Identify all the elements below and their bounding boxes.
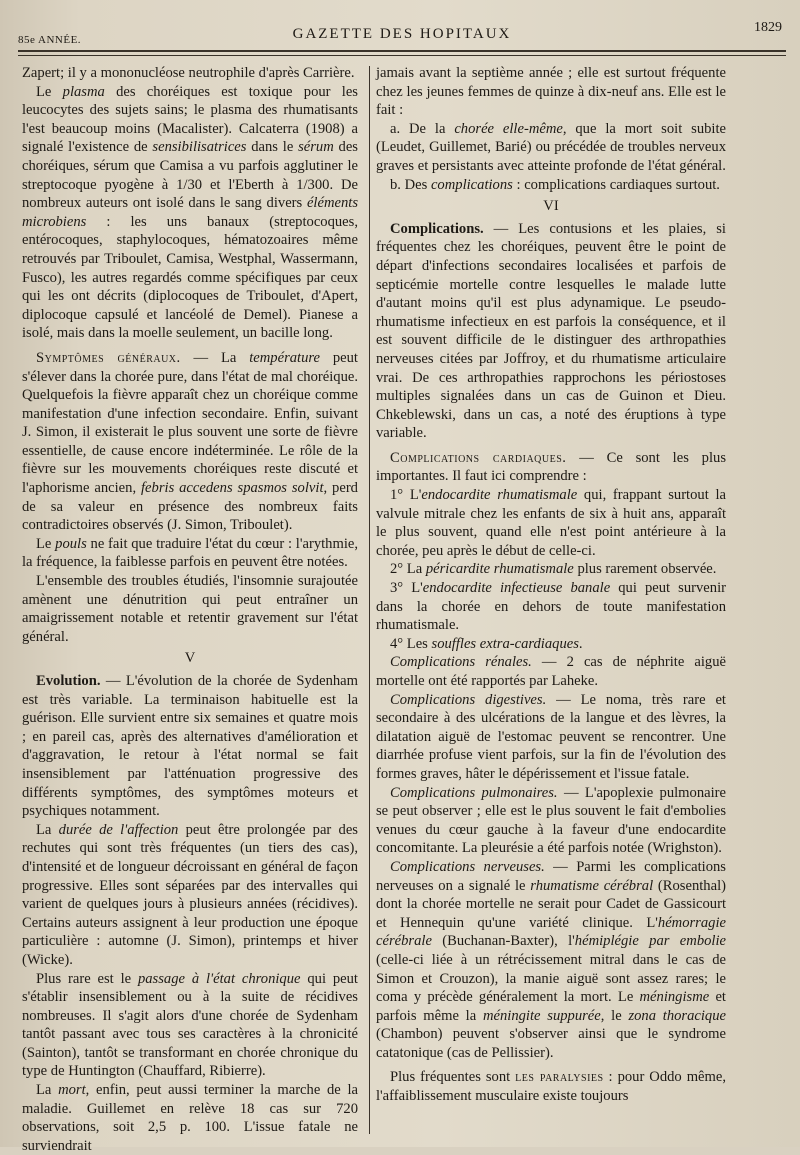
paragraph-chronique: Plus rare est le passage à l'état chronique qui peut s'établir insensiblement ou à la suite de récidives nombreuses. Il s'agit alors d'une chorée de Sydenham tantôt passant avec tous ses caractères à la chronicité (Sainton), tantôt se transformant en chorée chronique du type de Huntington (Chauffard, Ribierre). bbox=[22, 970, 358, 1080]
paragraph-duree: La durée de l'affection peut être prolongée par des rechutes qui sont très fréquentes (un tiers des cas), d'intensité et de longueur décroissant en général de façon progressive. Elles sont séparées par des intervalles qui varient de quelques jours à plusieurs années (récidives). Certains auteurs assignent à leur production une époque particulière : automne (J. Simon), printemps et hiver (Wicke). bbox=[22, 821, 358, 968]
header-rule-thick bbox=[18, 50, 786, 52]
left-column bbox=[22, 64, 358, 1154]
section-heading: Complications. bbox=[390, 220, 484, 237]
paragraph-plasma: Le plasma des choréiques est toxique pour les leucocytes des sujets sains; le plasma des rhumatisants l'est beaucoup moins (Macalister). Calcaterra (1908) a signalé l'existence de sensibilisatrices dans le sérum des choréiques, sérum que Camisa a vu parfois agglutiner le streptocoque pyogène à 1/30 et l'Eberth à 1/300. De nombreux auteurs ont isolé dans le sang divers éléments microbiens : les uns banaux (streptocoques, entérocoques, staphylocoques, hématozoaires même retrouvés par Triboulet, Camisa, Westphal, Wassermann, Fusco), les autres regardés comme spécifiques par ceux qui les ont décrits (diplocoques de Triboulet, d'Apert, diplocoque capsulé et lancéolé de Demel). Pianese a isolé, mais dans la moelle seulement, un bacille long. bbox=[22, 83, 358, 342]
page-header bbox=[18, 14, 786, 48]
header-rule-thin bbox=[18, 55, 786, 56]
list-item: 4° Les souffles extra-cardiaques. bbox=[390, 635, 583, 652]
section-heading: Evolution. bbox=[36, 673, 101, 689]
list-item: 2° La péricardite rhumatismale plus rarement observée. bbox=[390, 561, 717, 578]
paragraph-mort: La mort, enfin, peut aussi terminer la marche de la maladie. Guillemet en relève 18 cas sur 720 observations, soit 2,5 p. 100. L'issue fatale ne surviendrait bbox=[22, 1082, 358, 1154]
paragraph: L'ensemble des troubles étudiés, l'insomnie surajoutée amènent une dénutrition qui peut entraîner un amaigrissement notable et retentir gravement sur l'état général. bbox=[22, 573, 358, 645]
list-item: 3° L'endocardite infectieuse banale qui peut survenir dans la chorée en dehors de toute manifestation rhumatismale. bbox=[376, 580, 726, 634]
right-column bbox=[376, 64, 726, 1140]
paragraph-paralysies: Plus fréquentes sont les paralysies : pour Oddo même, l'affaiblissement musculaire existe toujours bbox=[376, 1069, 727, 1105]
paragraph-complications: Complications. — Les contusions et les plaies, si fréquentes chez les choréiques, peuvent être le point de départ d'infections secondaires localisées et parfois de septicémie mortelle contre lesquelles le malade lutte d'autant moins qu'il est plus adynamique. Le pseudo-rhumatisme infectieux en est parfois la conséquence, et il est souvent difficile de le distinguer des arthropathies nerveuses citées par Joffroy, et du rhumatisme articulaire vrai. De ces arthropathies rapprochons les périostoses multiples signalées dans un cas de Guinon et Dieu. Chkeblewski, dans un cas, a noté des éruptions à type variable. bbox=[376, 220, 726, 442]
paragraph-item-b: b. Des complications : complications cardiaques surtout. bbox=[390, 176, 720, 193]
publication-title: GAZETTE DES HOPITAUX bbox=[292, 26, 512, 42]
section-number: VI bbox=[543, 198, 559, 215]
paragraph-symptomes-generaux: Symptômes généraux. — La température peut s'élever dans la chorée pure, dans l'état de mal choréique. Quelquefois la fièvre apparaît chez un choréique comme manifestation d'une infection secondaire. Enfin, suivant J. Simon, il existerait le plus souvent une sorte de fièvre essentielle, de cause encore indéterminée. Le rôle de la fièvre sur les mouvements choréiques reste discuté et l'aphorisme ancien, febris accedens spasmos solvit, perd de sa valeur en présence des nombreux faits contradictoires observés (J. Simon, Triboulet). bbox=[22, 349, 358, 534]
page-number: 1829 bbox=[754, 20, 782, 35]
paragraph-digestives: Complications digestives. — Le noma, très rare et secondaire à des ulcérations de la langue et des lèvres, la dilatation aiguë de l'estomac peuvent se rencontrer. Une diarrhée profuse vient parfois, sur la fin de l'évolution des formes graves, hâter le dépérissement et l'issue fatale. bbox=[376, 691, 726, 782]
column-divider bbox=[369, 66, 370, 1134]
section-number: V bbox=[184, 650, 196, 667]
paragraph-pulmonaires: Complications pulmonaires. — L'apoplexie pulmonaire se peut observer ; elle est le plus souvent le fait d'embolies venues du cœur gauche à la faveur d'une endocardite concomitante. La pleurésie a été parfois notée (Wrighston). bbox=[376, 784, 726, 857]
issue-year: 85e ANNÉE. bbox=[18, 34, 82, 46]
paragraph-complications-cardiaques: Complications cardiaques. — Ce sont les plus importantes. Il faut ici comprendre : bbox=[376, 449, 726, 485]
paragraph: Zapert; il y a mononucléose neutrophile d'après Carrière. bbox=[22, 65, 355, 81]
paragraph: jamais avant la septième année ; elle est surtout fréquente chez les jeunes femmes de quinze à dix-neuf ans. Elle est le fait : bbox=[376, 65, 726, 119]
paragraph-pouls: Le pouls ne fait que traduire l'état du cœur : l'arythmie, la fréquence, la faiblesse parfois en peuvent être notées. bbox=[22, 535, 358, 571]
subsection-heading: Complications cardiaques. bbox=[390, 449, 567, 466]
list-item: 1° L'endocardite rhumatismale qui, frappant surtout la valvule mitrale chez les enfants de six à huit ans, apparaît le plus souvent, quand elle n'est point antérieure à la chorée, peu après le début de celle-ci. bbox=[376, 487, 726, 559]
paragraph-renales: Complications rénales. — 2 cas de néphrite aiguë mortelle ont été rapportés par Laheke. bbox=[376, 654, 726, 689]
paragraph-nerveuses: Complications nerveuses. — Parmi les complications nerveuses on a signalé le rhumatisme cérébral (Rosenthal) dont la chorée mortelle ne serait pour Cadet de Gassicourt et Hennequin qu'une variété clinique. L'hémorragie cérébrale (Buchanan-Baxter), l'hémiplégie par embolie (celle-ci liée à un rétrécissement mitral dans le cas de Simon et Crouzon), la manie aiguë sont assez rares; le coma y précède généralement la mort. Le méningisme et parfois même la méningite suppurée, le zona thoracique (Chambon) peuvent s'observer ainsi que le syndrome catatonique (cas de Pellissier). bbox=[376, 858, 726, 1061]
paragraph-evolution: Evolution. — L'évolution de la chorée de Sydenham est très variable. La terminaison habituelle est la guérison. Elle survient entre six semaines et quatre mois ; en pareil cas, après des alternatives d'amélioration et d'aggravation, le retour à l'état normal se fait insensiblement par l'atténuation progressive des différents symptômes, des symptômes moteurs et psychiques notamment. bbox=[22, 673, 358, 820]
subsection-heading: Symptômes généraux. bbox=[36, 349, 181, 366]
paragraph-item-a: a. De la chorée elle-même, que la mort soit subite (Leudet, Guillemet, Barié) ou précédée de troubles nerveux graves et persistants avec atteinte profonde de l'état général. bbox=[376, 120, 726, 174]
